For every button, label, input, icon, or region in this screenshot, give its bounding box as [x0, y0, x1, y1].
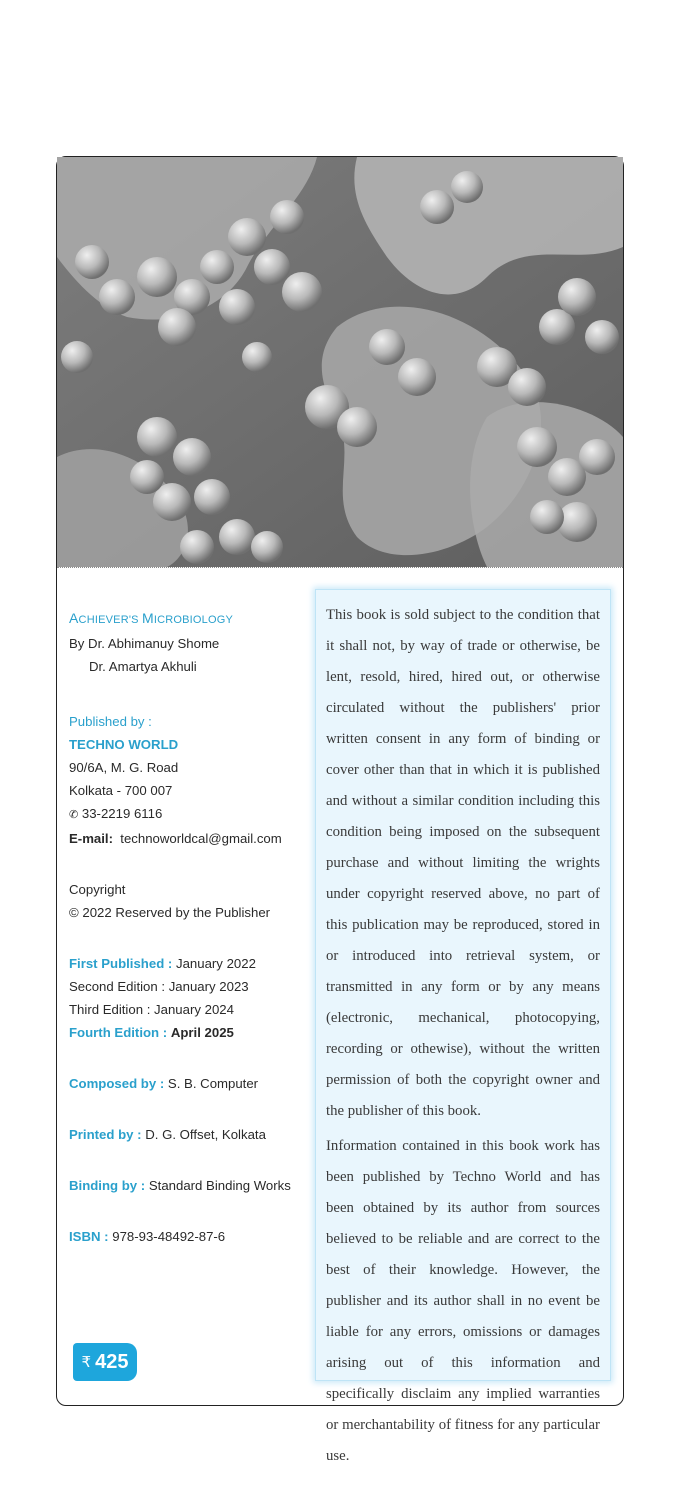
publisher-email: E-mail: technoworldcal@gmail.com	[69, 831, 282, 846]
price-value: 425	[95, 1350, 129, 1373]
rupee-icon: ₹	[81, 1354, 92, 1371]
publisher-address-2: Kolkata - 700 007	[69, 783, 173, 798]
copyright-text: © 2022 Reserved by the Publisher	[69, 905, 271, 920]
imprint-card	[56, 156, 624, 1464]
notice-paragraph-1: This book is sold subject to the condition that it shall not, by way of trade or otherwise, be lent, resold, hired, hired out, or otherwise circulated without the publishers' prior written consent in any form of binding or cover other than that in which it is published and without a similar condition including this condition being imposed on the subsequent purchase and without limiting the wrights under copyright reserved above, no part of this publication may be reproduced, stored in or introduced into retrieval system, or transmitted in any form or by any means (electronic, mechanical, photocopying, recording or othewise), without the written permission of both the copyright owner and the publisher of this book.	[326, 607, 600, 1119]
first-published: First Published : January 2022	[69, 956, 256, 971]
composed-by: Composed by : S. B. Computer	[69, 1076, 259, 1091]
fourth-edition: Fourth Edition : April 2025	[69, 1025, 234, 1040]
microscope-photo	[57, 157, 623, 567]
publisher-address-1: 90/6A, M. G. Road	[69, 760, 179, 775]
third-edition: Third Edition : January 2024	[69, 1002, 234, 1017]
publisher-name: TECHNO WORLD	[69, 737, 179, 752]
copyright-label: Copyright	[69, 882, 126, 897]
isbn: ISBN : 978-93-48492-87-6	[69, 1229, 226, 1244]
author-2: Dr. Amartya Akhuli	[89, 659, 197, 674]
binding-by: Binding by : Standard Binding Works	[69, 1178, 291, 1193]
published-by-label: Published by :	[69, 714, 152, 729]
second-edition: Second Edition : January 2023	[69, 979, 249, 994]
divider	[57, 567, 623, 568]
imprint-details	[69, 607, 304, 1248]
author-1: By Dr. Abhimanuy Shome	[69, 636, 220, 651]
book-title: ACHIEVER'S MICROBIOLOGY	[69, 610, 234, 626]
notice-paragraph-2: Information contained in this book work has been published by Techno World and has been obtained by its author from sources believed to be reliable and are correct to the best of their knowledge. However, the publisher and its author shall in no event be liable for any errors, omissions or damages arising out of this information and specifically disclaim any implied warranties or merchantability of fitness for any particular use.	[326, 1138, 600, 1464]
publisher-phone: ✆ 33-2219 6116	[69, 806, 163, 821]
printed-by: Printed by : D. G. Offset, Kolkata	[69, 1127, 266, 1142]
copyright-notice	[315, 589, 611, 1464]
phone-icon: ✆	[69, 809, 79, 821]
price-badge	[73, 1343, 137, 1381]
